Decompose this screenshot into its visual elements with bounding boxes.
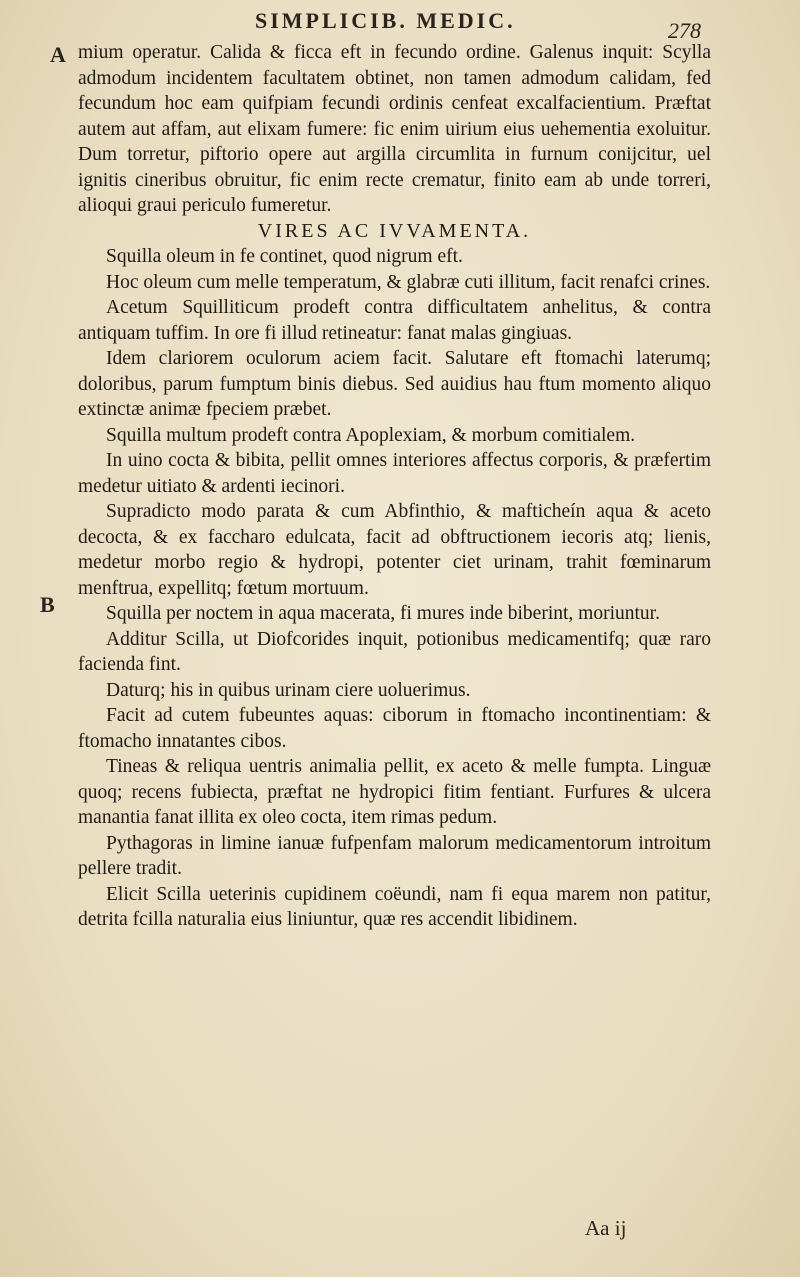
paragraph: Facit ad cutem fubeuntes aquas: ciborum in ftomacho incontinentiam: & ftomacho innatantes cibos. [78, 705, 711, 752]
section-heading: VIRES AC IVVAMENTA. [257, 219, 532, 242]
paragraph: Idem clariorem oculorum aciem facit. Salutare eft ftomachi laterumq; doloribus, parum fumptum binis diebus. Sed auidius hau ftum momento aliquo extinctæ animæ fpeciem præbet. [78, 348, 711, 420]
margin-letter-b: B [40, 592, 55, 617]
paragraph: Acetum Squilliticum prodeft contra difficultatem anhelitus, & contra antiquam tuffim. In ore fi illud retineatur: fanat malas gingiuas. [78, 297, 711, 344]
paragraph: Pythagoras in limine ianuæ fufpenfam malorum medicamentorum introitum pellere tradit. [78, 832, 711, 879]
running-head: SIMPLICIB. MEDIC. [255, 8, 516, 33]
signature-mark: Aa ij [585, 1216, 627, 1240]
paragraph: In uino cocta & bibita, pellit omnes interiores affectus corporis, & præfertim medetur uitiato & ardenti iecinori. [78, 450, 711, 497]
paragraph: Elicit Scilla ueterinis cupidinem coëundi, nam fi equa marem non patitur, detrita fcilla naturalia eius liniuntur, quæ res accendit libidinem. [78, 883, 711, 930]
paragraph: Additur Scilla, ut Diofcorides inquit, potionibus medicamentifq; quæ raro facienda fint. [78, 628, 711, 675]
paragraph-intro: mium operatur. Calida & ficca eft in fecundo ordine. Galenus inquit: Scylla admodum incidentem facultatem obtinet, non tamen admodum calidam, fed fecundum hoc eam quifpiam fecundi ordinis cenfeat excalfacientium. Præftat autem aut affam, aut elixam fumere: fic enim uirium eius uehementia exoluitur. Dum torretur, piftorio opere aut argilla circumlita in furnum conijcitur, uel ignitis cineribus obruitur, fic enim recte crematur, finito eam ab unde torreri, alioqui graui periculo fumeretur. [78, 42, 711, 216]
paragraph: Tineas & reliqua uentris animalia pellit, ex aceto & melle fumpta. Linguæ quoq; recens fubiecta, præftat ne hydropici fitim fentiant. Furfures & ulcera manantia fanat illita ex oleo cocta, item rimas pedum. [78, 756, 711, 828]
paragraph: Squilla per noctem in aqua macerata, fi mures inde biberint, moriuntur. [106, 603, 660, 624]
paragraph: Hoc oleum cum melle temperatum, & glabræ cuti illitum, facit renafci crines. [106, 271, 711, 293]
page-number: 278 [668, 18, 701, 43]
paragraph: Squilla oleum in fe continet, quod nigrum eft. [106, 246, 463, 267]
paragraph: Daturq; his in quibus urinam ciere uoluerimus. [106, 679, 471, 701]
margin-letter-a: A [50, 42, 66, 67]
paragraph: Squilla multum prodeft contra Apoplexiam, & morbum comitialem. [106, 424, 636, 446]
body-text [78, 40, 711, 933]
paragraph: Supradicto modo parata & cum Abfinthio, & mafticheín aqua & aceto decocta, & ex faccharo edulcata, facit ad obftructionem iecoris atq; lienis, medetur morbo regio & hydropi, potenter ciet urinam, trahit fœminarum menftrua, expellitq; fœtum mortuum. [78, 501, 711, 599]
